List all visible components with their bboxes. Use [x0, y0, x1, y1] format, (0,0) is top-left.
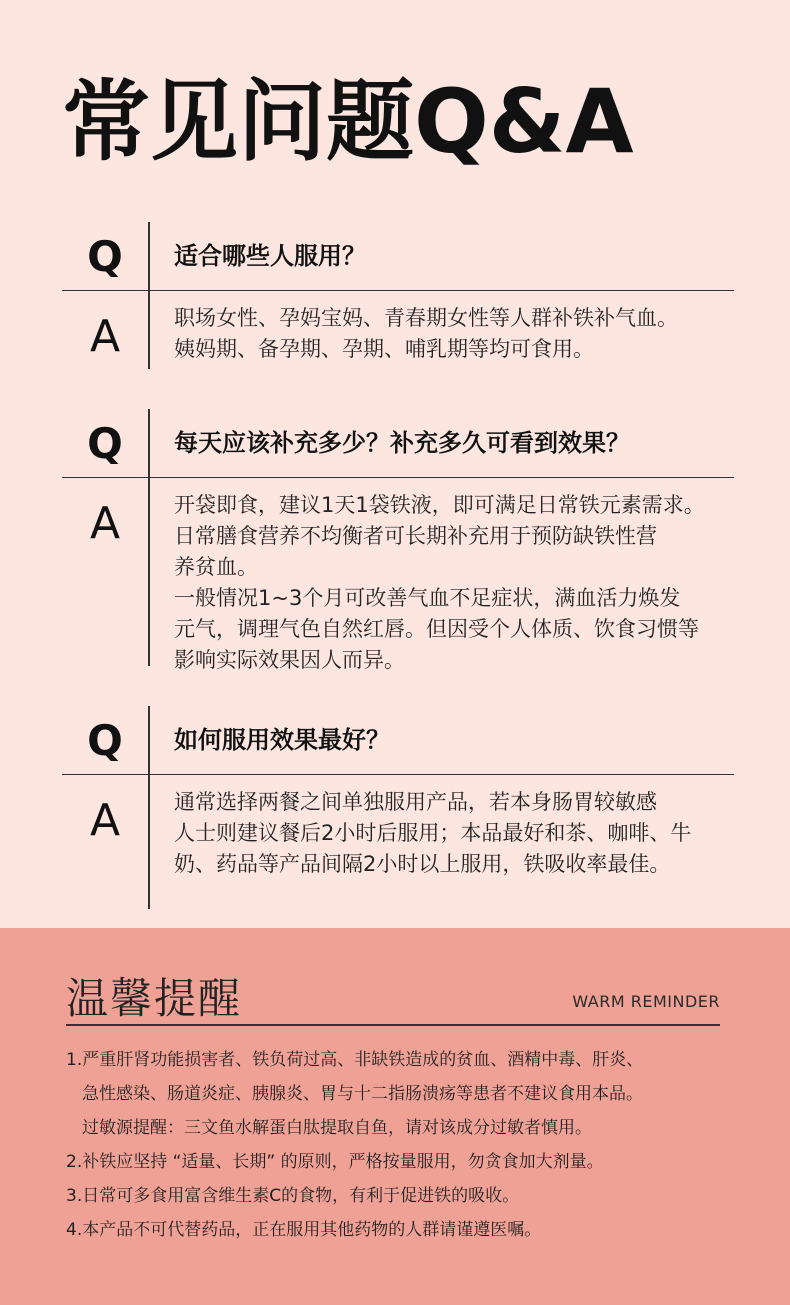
answer-line: 元气，调理气色自然红唇。但因受个人体质、饮食习惯等 [174, 617, 699, 641]
reminder-section [0, 928, 790, 1305]
divider-vertical [148, 222, 150, 290]
reminder-divider [66, 1024, 720, 1026]
question-row [62, 706, 734, 775]
reminder-note: 急性感染、肠道炎症、胰腺炎、胃与十二指肠溃疡等患者不建议食用本品。 [82, 1084, 643, 1104]
qa-block-1 [62, 222, 734, 369]
page-title: 常见问题Q&A [62, 70, 634, 173]
a-mark: A [89, 311, 121, 362]
qa-block-3 [62, 706, 734, 909]
answer-line: 姨妈期、备孕期、孕期、哺乳期等均可食用。 [174, 337, 594, 361]
answer-text [174, 303, 740, 365]
answer-row [62, 478, 734, 672]
answer-row [62, 291, 734, 369]
question-text: 如何服用效果最好？ [174, 726, 390, 754]
answer-line: 职场女性、孕妈宝妈、青春期女性等人群补铁补气血。 [174, 306, 678, 330]
reminder-note: 3.日常可多食用富含维生素C的食物，有利于促进铁的吸收。 [66, 1186, 520, 1206]
divider-vertical [148, 706, 150, 774]
reminder-subtitle: WARM REMINDER [572, 992, 720, 1011]
divider-vertical [148, 409, 150, 477]
answer-line: 影响实际效果因人而异。 [174, 648, 405, 672]
answer-line: 养贫血。 [174, 555, 258, 579]
divider-vertical [148, 291, 150, 369]
reminder-note: 4.本产品不可代替药品，正在服用其他药物的人群请谨遵医嘱。 [66, 1220, 542, 1240]
divider-vertical [148, 478, 150, 666]
q-mark: Q [87, 419, 123, 468]
answer-line: 开袋即食，建议1天1袋铁液，即可满足日常铁元素需求。 [174, 493, 705, 517]
reminder-notes [66, 1043, 726, 1247]
q-mark: Q [87, 716, 123, 765]
question-row [62, 409, 734, 478]
reminder-note: 过敏源提醒：三文鱼水解蛋白肽提取自鱼，请对该成分过敏者慎用。 [82, 1118, 592, 1138]
q-mark: Q [87, 232, 123, 281]
answer-line: 人士则建议餐后2小时后服用；本品最好和茶、咖啡、牛 [174, 821, 692, 845]
answer-row [62, 775, 734, 909]
answer-text [174, 490, 740, 676]
answer-line: 一般情况1~3个月可改善气血不足症状，满血活力焕发 [174, 586, 681, 610]
answer-line: 奶、药品等产品间隔2小时以上服用，铁吸收率最佳。 [174, 852, 671, 876]
question-row [62, 222, 734, 291]
answer-line: 日常膳食营养不均衡者可长期补充用于预防缺铁性营 [174, 524, 657, 548]
question-text: 适合哪些人服用？ [174, 242, 366, 270]
a-mark: A [89, 795, 121, 846]
a-mark: A [89, 498, 121, 549]
answer-text [174, 787, 740, 880]
question-text: 每天应该补充多少？补充多久可看到效果？ [174, 429, 630, 457]
reminder-note: 2.补铁应坚持 “适量、长期” 的原则，严格按量服用，勿贪食加大剂量。 [66, 1152, 604, 1172]
reminder-note: 1.严重肝肾功能损害者、铁负荷过高、非缺铁造成的贫血、酒精中毒、肝炎、 [66, 1050, 644, 1070]
divider-vertical [148, 775, 150, 909]
qa-block-2 [62, 409, 734, 672]
reminder-title: 温馨提醒 [66, 974, 243, 1023]
answer-line: 通常选择两餐之间单独服用产品，若本身肠胃较敏感 [174, 790, 657, 814]
